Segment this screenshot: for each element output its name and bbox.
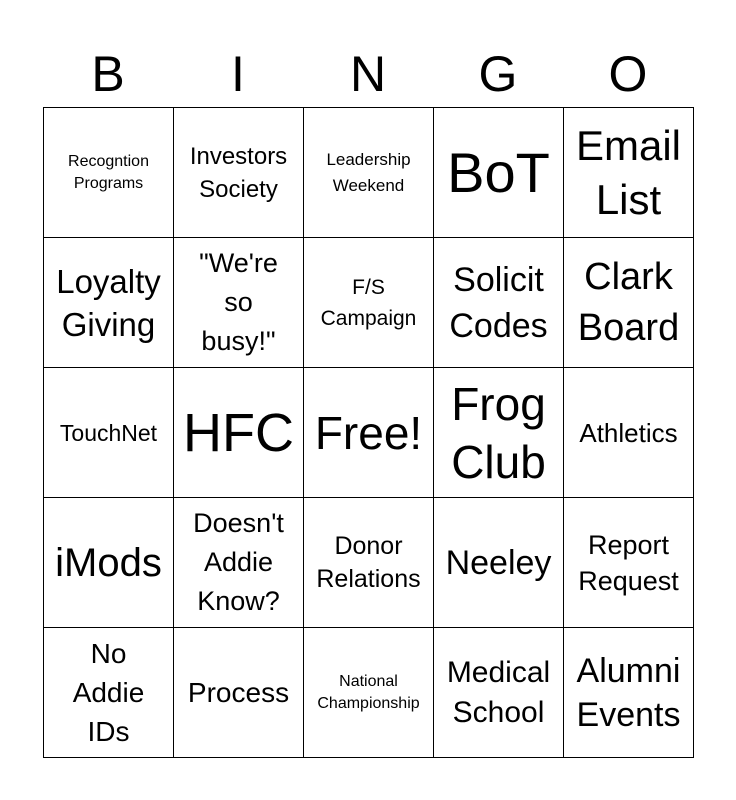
cell-label: Loyalty Giving — [56, 262, 161, 343]
bingo-cell[interactable] — [434, 628, 564, 758]
bingo-grid — [43, 107, 694, 758]
cell-label: Leadership Weekend — [326, 149, 411, 195]
header-letter-i: I — [231, 46, 245, 102]
bingo-cell[interactable] — [304, 628, 434, 758]
header-letter-b: B — [91, 46, 125, 102]
cell-label: BoT — [447, 140, 550, 204]
cell-label: Donor Relations — [316, 531, 421, 593]
bingo-cell[interactable] — [434, 498, 564, 628]
bingo-cell[interactable] — [44, 238, 174, 368]
header-letter-o: O — [608, 46, 648, 102]
cell-label: HFC — [183, 402, 294, 463]
cell-label: Alumni Events — [576, 651, 681, 734]
cell-label: Frog Club — [451, 377, 546, 488]
cell-label: Doesn't Addie Know? — [193, 508, 284, 616]
cell-label: Investors Society — [189, 142, 288, 203]
bingo-cell[interactable] — [304, 368, 434, 498]
bingo-cell[interactable] — [174, 368, 304, 498]
bingo-cell[interactable] — [44, 628, 174, 758]
cell-label: Neeley — [445, 543, 552, 582]
cell-label: Solicit Codes — [449, 260, 548, 345]
cell-label: Process — [187, 676, 290, 708]
bingo-cell[interactable] — [44, 368, 174, 498]
cell-label: TouchNet — [59, 419, 158, 446]
bingo-cell[interactable] — [304, 498, 434, 628]
bingo-cell[interactable] — [304, 238, 434, 368]
cell-label: F/S Campaign — [320, 275, 417, 330]
bingo-cell[interactable] — [44, 498, 174, 628]
cell-label: National Championship — [317, 672, 420, 712]
cell-label: iMods — [55, 540, 162, 585]
header-letter-g: G — [478, 46, 518, 102]
bingo-cell[interactable] — [174, 498, 304, 628]
bingo-cell[interactable] — [564, 498, 694, 628]
cell-label: No Addie IDs — [72, 638, 145, 747]
bingo-cell[interactable] — [564, 238, 694, 368]
bingo-cell[interactable] — [44, 108, 174, 238]
header-letter-n: N — [349, 46, 387, 102]
bingo-cell[interactable] — [434, 368, 564, 498]
bingo-cell[interactable] — [564, 368, 694, 498]
cell-label: Recogntion Programs — [68, 152, 149, 192]
cell-label: Athletics — [579, 417, 678, 448]
cell-label: Clark Board — [577, 255, 680, 349]
cell-label: "We're so busy!" — [199, 248, 278, 356]
cell-label: Free! — [314, 406, 423, 459]
bingo-cell[interactable] — [434, 238, 564, 368]
bingo-cell[interactable] — [174, 108, 304, 238]
bingo-cell[interactable] — [174, 238, 304, 368]
bingo-cell[interactable] — [564, 628, 694, 758]
bingo-cell[interactable] — [174, 628, 304, 758]
bingo-header — [43, 44, 693, 104]
cell-label: Medical School — [446, 655, 551, 729]
cell-label: Email List — [575, 121, 682, 223]
cell-label: Report Request — [578, 529, 679, 596]
bingo-cell[interactable] — [434, 108, 564, 238]
bingo-cell[interactable] — [304, 108, 434, 238]
bingo-cell[interactable] — [564, 108, 694, 238]
